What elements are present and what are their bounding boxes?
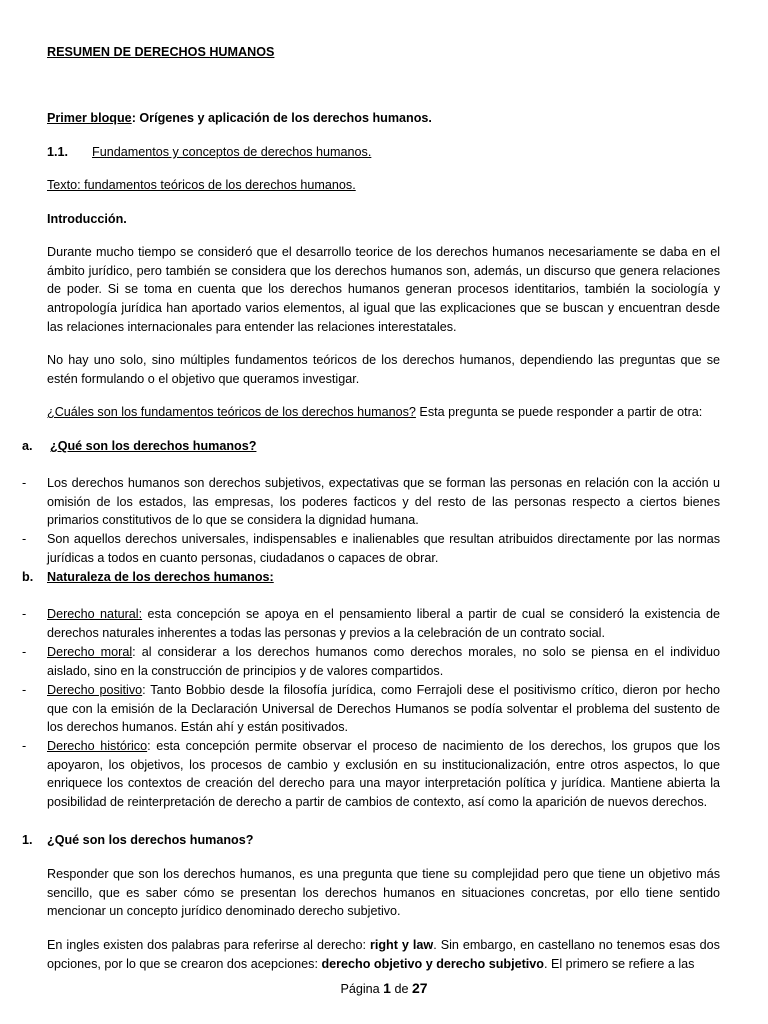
paragraph: ¿Cuáles son los fundamentos teóricos de los derechos humanos? Esta pregunta se puede responder a partir de otra: <box>47 405 703 419</box>
document-title: RESUMEN DE DERECHOS HUMANOS <box>47 45 275 59</box>
section-title: Fundamentos y conceptos de derechos humanos. <box>92 145 372 159</box>
list-marker: 1. <box>22 833 33 847</box>
section-heading <box>47 143 720 162</box>
bullet-marker: - <box>22 683 27 697</box>
list-marker: a. <box>22 439 33 453</box>
bullet-marker: - <box>22 607 27 621</box>
list-item: Derecho natural: esta concepción se apoya en el pensamiento liberal a partir de cual se consideró la existencia de derechos naturales inherentes a todas las personas y previos a la celebración de un contrato social. <box>47 607 721 640</box>
list-item: Los derechos humanos son derechos subjetivos, expectativas que se forman las personas en relación con la acción u omisión de los estados, las empresas, los poderes facticos y del resto de las personas respecto a ciertos bienes primarios constitutivos de lo que se considera la dignidad humana. <box>47 476 720 528</box>
intro-heading: Introducción. <box>47 212 127 226</box>
bullet-marker: - <box>22 476 27 490</box>
page-footer: Página 1 de 27 <box>340 980 428 996</box>
list-item: Derecho histórico: esta concepción permite observar el proceso de nacimiento de los derechos, los grupos que los apoyaron, los objetivos, los procesos de cambio y exclusión en su institucionalización, entre otros aspectos, lo que enriquece los contextos de creación del derecho para una mayor interpretación política y jurídica. Mantiene abierta la posibilidad de reinterpretación de derecho a partir de cambios de contexto, así como la aparición de nuevos derechos. <box>47 739 721 810</box>
block-heading <box>47 109 720 128</box>
paragraph: No hay uno solo, sino múltiples fundamentos teóricos de los derechos humanos, dependiendo las preguntas que se estén formulando o el objetivo que queramos investigar. <box>47 353 720 386</box>
section-number: 1.1. <box>47 145 69 159</box>
paragraph: Responder que son los derechos humanos, es una pregunta que tiene su complejidad pero que tiene un objetivo más sencillo, que es saber cómo se presentan los derechos humanos en situaciones concretas, por ello tiene sentido mencionar un concepto jurídico denominado derecho subjetivo. <box>47 867 720 919</box>
list-item: Derecho moral: al considerar a los derechos humanos como derechos morales, no solo se piensa en el individuo aislado, sino en la construcción de principios y de valores compartidos. <box>47 645 720 678</box>
question-link-text: ¿Cuáles son los fundamentos teóricos de los derechos humanos? <box>47 405 416 419</box>
bullet-marker: - <box>22 739 27 753</box>
paragraph: En ingles existen dos palabras para referirse al derecho: right y law. Sin embargo, en castellano no tenemos esas dos opciones, por lo que se crearon dos acepciones: derecho objetivo y derecho subjetivo. El primero se refiere a las <box>47 938 720 971</box>
bullet-marker: - <box>22 532 27 546</box>
list-marker: b. <box>22 570 34 584</box>
total-page-number: 27 <box>411 980 428 996</box>
list-heading: ¿Qué son los derechos humanos? <box>50 439 257 453</box>
list-heading: ¿Qué son los derechos humanos? <box>47 833 254 847</box>
block-title: : Orígenes y aplicación de los derechos humanos. <box>131 111 432 125</box>
current-page-number: 1 <box>383 980 391 996</box>
block-label: Primer bloque <box>47 111 132 125</box>
paragraph: Durante mucho tiempo se consideró que el desarrollo teorice de los derechos humanos necesariamente se daba en el ámbito jurídico, pero también se considera que los derechos humanos son, además, un discurso que genera relaciones de poder. Si se toma en cuenta que los derechos humanos generan procesos identitarios, también la sociología y antropología jurídica han aportado varios elementos, al igual que las explicaciones que se buscan y encuentran desde las relaciones internacionales para entender las relaciones interestatales. <box>47 245 720 334</box>
bullet-marker: - <box>22 645 27 659</box>
list-item: Son aquellos derechos universales, indispensables e inalienables que resultan atribuidos directamente por las normas jurídicas a todos en cuanto personas, ciudadanos o capaces de obrar. <box>47 532 720 565</box>
list-item: Derecho positivo: Tanto Bobbio desde la filosofía jurídica, como Ferrajoli dese el positivismo crítico, dieron por hecho que con la emisión de la Declaración Universal de Derechos Humanos se podía solventar el problema del sustento de los derechos humanos. Están ahí y están positivados. <box>47 683 720 735</box>
texto-heading: Texto: fundamentos teóricos de los derechos humanos. <box>47 178 356 192</box>
list-heading: Naturaleza de los derechos humanos: <box>47 570 274 584</box>
